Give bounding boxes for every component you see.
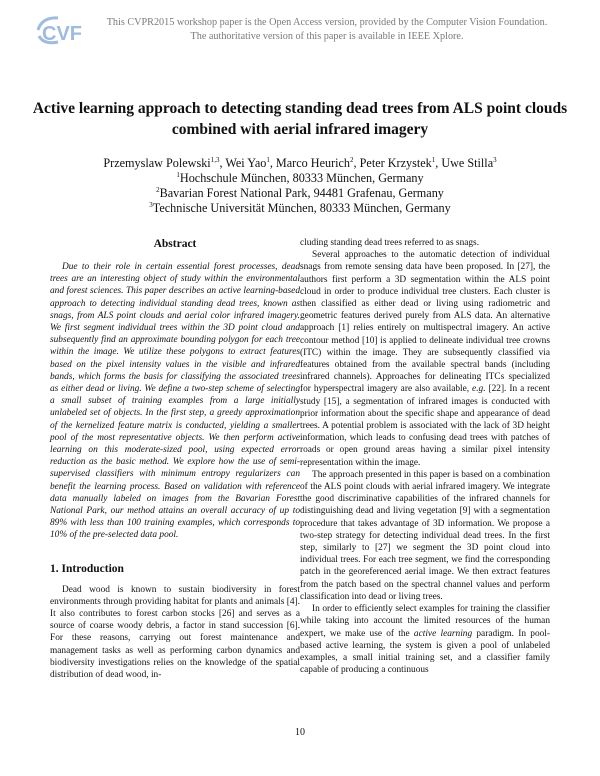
intro-paragraph: Several approaches to the automatic detection of individual snags from remote sensing data have been proposed. In [27], the authors first perform a 3D segmentation within the ALS point cloud in order to produce individual tree clusters. Each cluster is then classified as either dead or living using radiometric and geometric features derived purely from ALS data. An alternative approach [1] relies entirely on multispectral imagery. An active contour method [10] is applied to delineate individual tree crowns (ITC) within the image. They are subsequently classified via features obtained from the available spectral bands (including infrared channels). Approaches for delineating ITCs specialized for hyperspectral imagery are also available, e.g. [22]. In a recent study [15], a segmentation of infrared images is conducted with prior information about the specific shape and appearance of dead trees. A potential problem is associated with the lack of 3D height information, which leads to confusing dead trees with patches of roads or open ground areas having a similar pixel intensity representation within the image. <box>300 250 550 468</box>
left-column <box>50 237 300 681</box>
intro-paragraph: In order to efficiently select examples for training the classifier while taking into account the limited resources of the human expert, we make use of the active learning paradigm. In pool-based active learning, the system is given a pool of unlabeled examples, a small initial training set, and a classifier family capable of producing a continuous <box>300 604 550 676</box>
affiliation: $^3$Technische Universität München, 80333 München, Germany <box>149 200 451 215</box>
banner-line-2: The authoritative version of this paper is available in IEEE Xplore. <box>190 31 464 42</box>
page-number: 10 <box>295 727 305 738</box>
right-column <box>300 237 550 676</box>
title-line-2: combined with aerial infrared imagery <box>171 121 429 138</box>
abstract-text: Due to their role in certain essential forest processes, dead trees are an interesting object of study within the environmental and forest sciences. This paper describes an active learning-based approach to detecting individual standing dead trees, known as snags, from ALS point clouds and aerial color infrared imagery. We first segment individual trees within the 3D point cloud and subsequently find an approximate bounding polygon for each tree within the image. We utilize these polygons to extract features based on the pixel intensity values in the visible and infrared bands, which forms the basis for classifying the associated trees as either dead or living. We define a two-step scheme of selecting a small subset of training examples from a large initially unlabeled set of objects. In the first step, a greedy approximation of the kernelized feature matrix is conducted, yielding a smaller pool of the most representative objects. We then perform active learning on this moderate-sized pool, using expected error reduction as the basic method. We explore how the use of semi-supervised classifiers with minimum entropy regularizers can benefit the learning process. Based on validation with reference data manually labeled on images from the Bavarian Forest National Park, our method attains an overall accuracy of up to 89% with less than 100 training examples, which corresponds to 10% of the pre-selected data pool. <box>50 262 300 541</box>
svg-text:CVF: CVF <box>42 23 82 45</box>
author: Uwe Stilla$^3$ <box>441 155 497 170</box>
abstract-heading: Abstract <box>153 238 197 250</box>
author: Wei Yao$^1$, <box>225 155 276 170</box>
author-block <box>30 156 570 216</box>
author: Przemyslaw Polewski$^{1,3}$, <box>103 155 226 170</box>
intro-paragraph-continued: cluding standing dead trees referred to as snags. <box>300 238 480 248</box>
intro-paragraph: The approach presented in this paper is based on a combination of the ALS point clouds with aerial infrared imagery. We integrate the good discriminative capabilities of the infrared channels for distinguishing dead and living vegetation [9] with a segmentation procedure that takes advantage of 3D information. We propose a two-step strategy for detecting individual dead trees. In the first step, similarly to [27] we segment the 3D point cloud into individual trees. For each tree segment, we find the corresponding patch in the georeferenced aerial image. We then extract features from the patch based on the spectral channel values and perform classification into dead or living trees. <box>300 469 550 602</box>
open-access-banner <box>72 16 582 44</box>
author-list <box>30 156 570 171</box>
affiliation: $^1$Hochschule München, 80333 München, Germany <box>176 170 424 185</box>
affiliation: $^2$Bavarian Forest National Park, 94481 Grafenau, Germany <box>156 185 444 200</box>
paper-title <box>30 98 570 140</box>
introduction-heading: 1. Introduction <box>50 562 124 575</box>
intro-paragraph: Dead wood is known to sustain biodiversity in forest environments through providing habitat for plants and animals [4]. It also contributes to forest carbon stocks [26] and serves as a source of coarse woody debris, a factor in stand succession [6]. For these reasons, carrying out forest maintenance and management tasks as well as performing carbon dynamics and biodiversity investigations relies on the knowledge of the spatial distribution of dead wood, in- <box>50 584 300 681</box>
author: Peter Krzystek$^1$, <box>359 155 442 170</box>
title-line-1: Active learning approach to detecting standing dead trees from ALS point clouds <box>32 100 568 117</box>
author: Marco Heurich$^2$, <box>275 155 360 170</box>
banner-line-1: This CVPR2015 workshop paper is the Open Access version, provided by the Computer Vision Foundation. <box>106 17 548 28</box>
